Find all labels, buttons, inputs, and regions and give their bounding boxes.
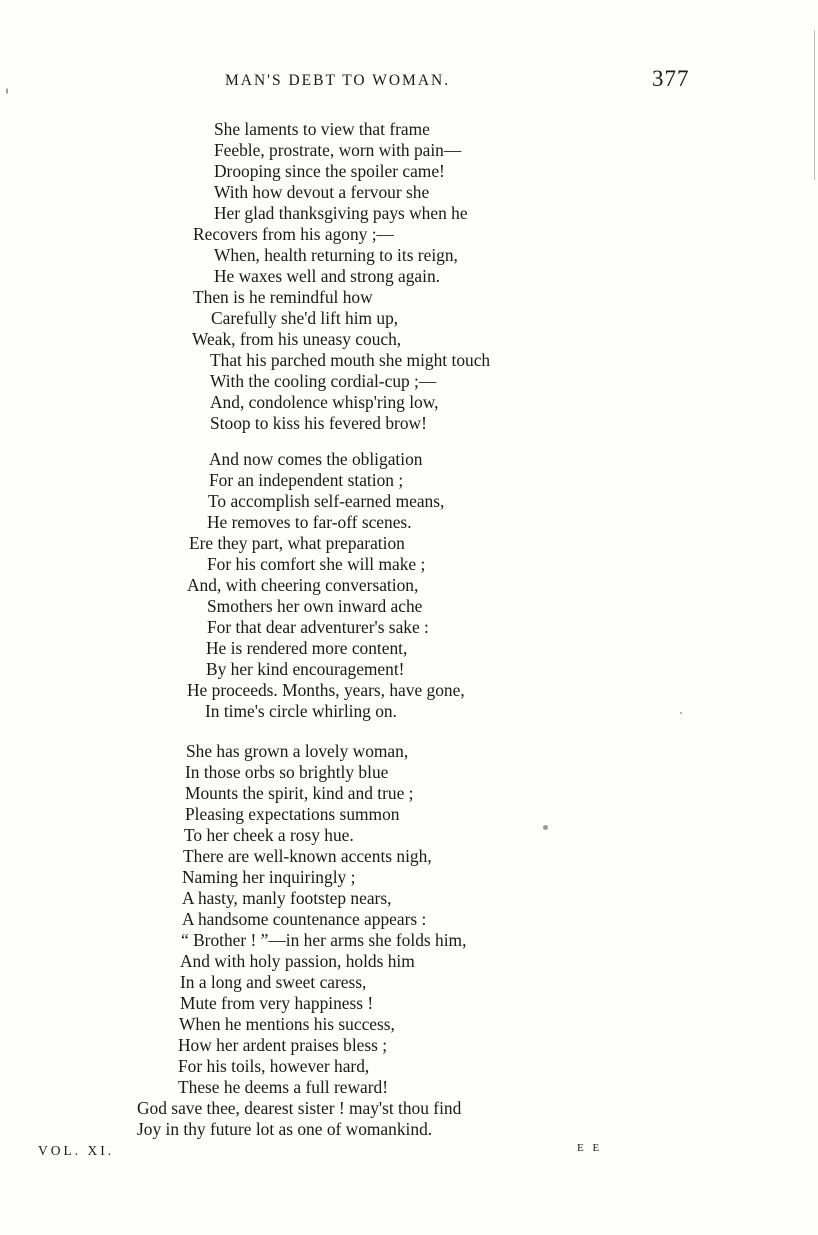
poem-line: Recovers from his agony ;— [193,224,394,244]
ink-speck [543,825,548,830]
poem-line: With how devout a fervour she [214,182,430,202]
poem-line: And with holy passion, holds him [180,951,415,971]
poem-line: When, health returning to its reign, [214,245,458,265]
poem-line: That his parched mouth she might touch [210,350,491,370]
page-number: 377 [652,66,690,91]
ink-speck [680,712,682,714]
poem-line: Smothers her own inward ache [207,596,423,616]
signature-mark: E E [577,1142,603,1154]
poem-line: For that dear adventurer's sake : [207,617,429,637]
poem-line: Pleasing expectations summon [185,804,400,824]
poem-line: By her kind encouragement! [206,659,405,679]
page-edge-rule [814,30,815,180]
poem-line: A handsome countenance appears : [182,909,427,929]
poem-line: To her cheek a rosy hue. [184,825,354,845]
poem-line: In time's circle whirling on. [205,701,397,721]
poem-line: Drooping since the spoiler came! [214,161,445,181]
poem-line: Her glad thanksgiving pays when he [214,203,468,223]
poem-line: She laments to view that frame [214,119,430,139]
poem-line: How her ardent praises bless ; [178,1035,388,1055]
poem-line: Stoop to kiss his fevered brow! [210,413,427,433]
poem-line: He proceeds. Months, years, have gone, [187,680,465,700]
running-head: MAN'S DEBT TO WOMAN. [225,72,451,89]
volume-label: VOL. XI. [38,1143,115,1158]
ink-speck [6,88,8,94]
poem-line: Feeble, prostrate, worn with pain— [214,140,462,160]
poem-line: Mounts the spirit, kind and true ; [185,783,414,803]
poem-line: And, with cheering conversation, [187,575,419,595]
poem-line: Weak, from his uneasy couch, [192,329,402,349]
poem-line: Mute from very happiness ! [180,993,374,1013]
poem-line: In a long and sweet caress, [180,972,367,992]
poem-line: She has grown a lovely woman, [186,741,409,761]
poem-line: With the cooling cordial-cup ;— [210,371,437,391]
poem-line: For his comfort she will make ; [207,554,426,574]
poem-line: These he deems a full reward! [178,1077,389,1097]
poem-line: And, condolence whisp'ring low, [210,392,439,412]
poem-line: Naming her inquiringly ; [182,867,356,887]
poem-line: “ Brother ! ”—in her arms she folds him, [181,930,467,950]
poem-line: He removes to far-off scenes. [207,512,412,532]
poem-line: For his toils, however hard, [178,1056,370,1076]
poem-line: In those orbs so brightly blue [185,762,389,782]
poem-line: Joy in thy future lot as one of womankind. [137,1119,433,1139]
poem-line: Ere they part, what preparation [189,533,405,553]
poem-line: To accomplish self-earned means, [208,491,445,511]
poem-line: For an independent station ; [209,470,404,490]
poem-line: Carefully she'd lift him up, [211,308,399,328]
poem-line: And now comes the obligation [209,449,423,469]
poem-line: There are well-known accents nigh, [183,846,432,866]
poem-line: He is rendered more content, [206,638,408,658]
poem-line: Then is he remindful how [193,287,373,307]
poem-line: When he mentions his success, [179,1014,395,1034]
poem-line: He waxes well and strong again. [214,266,441,286]
poem-line: A hasty, manly footstep nears, [182,888,392,908]
poem-line: God save thee, dearest sister ! may'st thou find [137,1098,462,1118]
